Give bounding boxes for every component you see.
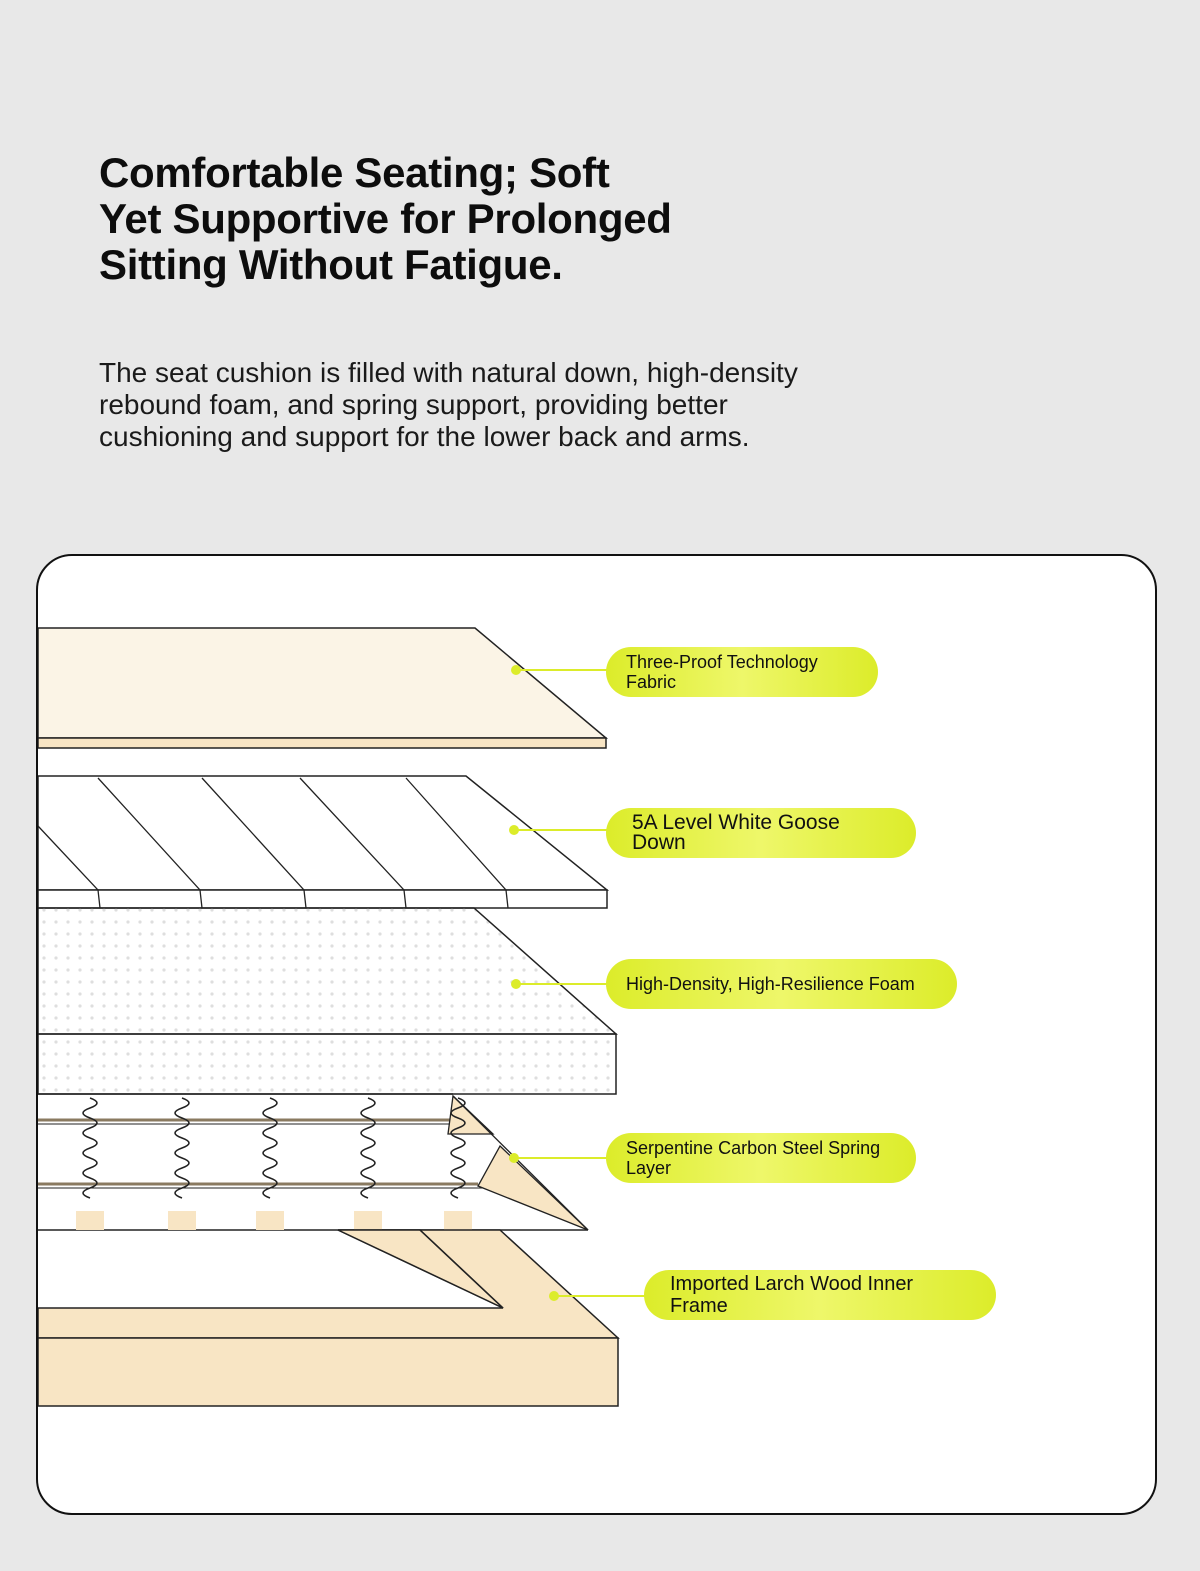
label-frame-text-line2: Frame — [670, 1295, 728, 1317]
leader-dot — [509, 825, 519, 835]
headline-line: Yet Supportive for Prolonged — [99, 195, 672, 242]
cushion-illustration — [38, 556, 1157, 1515]
label-foam — [606, 959, 957, 1009]
headline-line: Comfortable Seating; Soft — [99, 149, 610, 196]
label-frame-text-line1: Imported Larch Wood Inner — [670, 1273, 914, 1295]
description-line: rebound foam, and spring support, providing better — [99, 389, 728, 420]
down-layer — [38, 776, 607, 908]
leader-dot — [549, 1291, 559, 1301]
description — [99, 357, 899, 453]
foam-layer — [38, 908, 616, 1094]
fabric-layer — [38, 628, 606, 748]
label-down-text-line1: 5A Level White Goose — [632, 811, 840, 834]
spring-layer — [38, 1094, 588, 1230]
label-down-text-line2: Down — [632, 831, 686, 854]
description-line: cushioning and support for the lower back and arms. — [99, 421, 750, 452]
cushion-layers-diagram — [36, 554, 1157, 1515]
spring-base-block — [76, 1211, 104, 1230]
label-fabric-text: Three-Proof Technology Fabric — [626, 652, 818, 692]
spring-base-block — [444, 1211, 472, 1230]
label-fabric — [606, 647, 878, 697]
headline-line: Sitting Without Fatigue. — [99, 241, 563, 288]
label-frame — [644, 1270, 996, 1320]
label-down — [606, 808, 916, 858]
label-springs-text: Serpentine Carbon Steel Spring Layer — [626, 1138, 881, 1178]
headline — [99, 150, 739, 288]
leader-dot — [511, 665, 521, 675]
leader-dot — [509, 1153, 519, 1163]
spring-base-block — [354, 1211, 382, 1230]
leader-dot — [511, 979, 521, 989]
spring-base-block — [168, 1211, 196, 1230]
frame-layer — [38, 1230, 618, 1406]
spring-base-block — [256, 1211, 284, 1230]
label-springs — [606, 1133, 916, 1183]
label-foam-text: High-Density, High-Resilience Foam — [626, 974, 915, 994]
description-line: The seat cushion is filled with natural down, high-density — [99, 357, 798, 388]
